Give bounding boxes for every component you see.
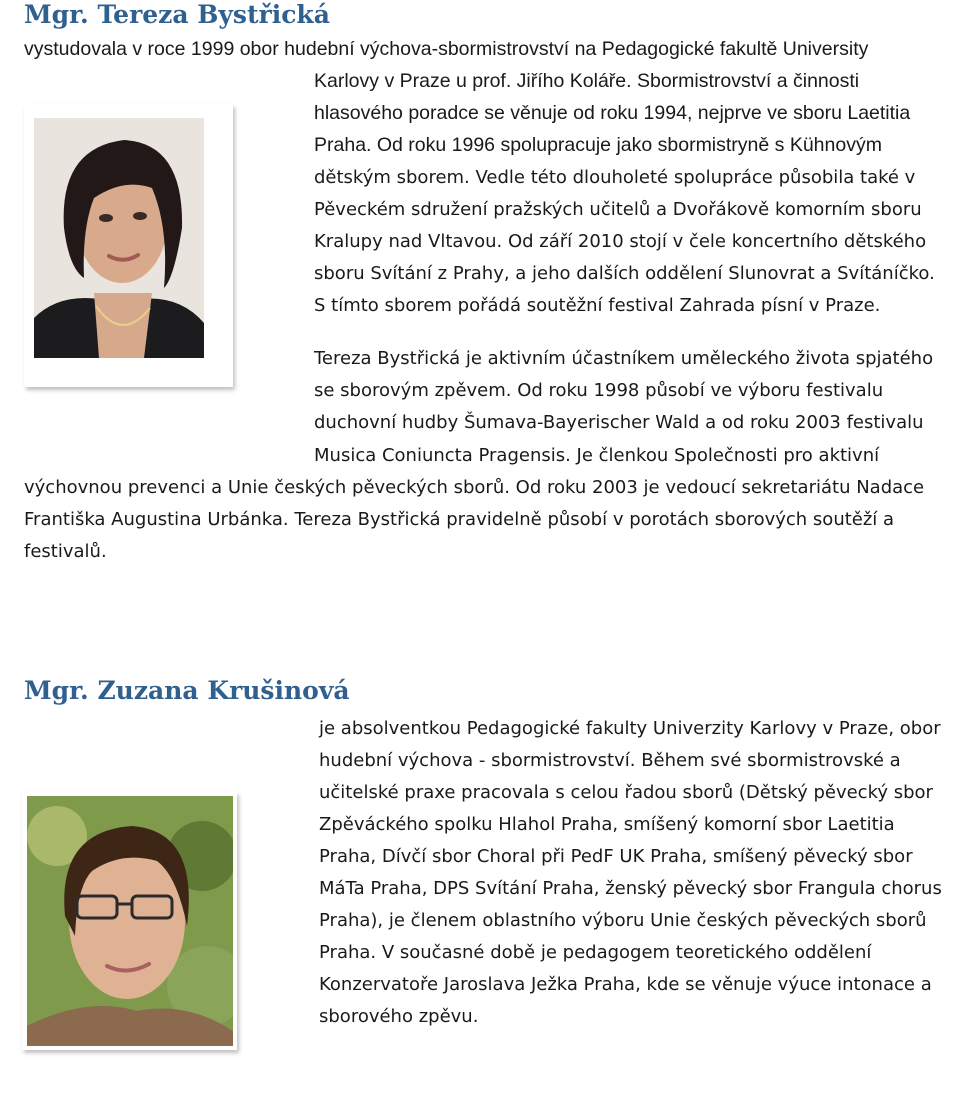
bio1-p2-line-2: se sborovým zpěvem. Od roku 1998 působí ve výboru festivalu <box>314 380 884 401</box>
bio1-p2-line-4: Musica Coniuncta Pragensis. Je členkou Společnosti pro aktivní <box>314 445 880 466</box>
bio2-line-1: je absolventkou Pedagogické fakulty Univerzity Karlovy v Praze, obor <box>319 718 941 739</box>
bio1-p2-line-6: Františka Augustina Urbánka. Tereza Bystřická pravidelně působí v porotách sborových soutěží a <box>24 509 895 530</box>
bio2-line-9: Konzervatoře Jaroslava Ježka Praha, kde se věnuje výuce intonace a <box>319 974 932 995</box>
bio1-p2-line-5: výchovnou prevenci a Unie českých pěveckých sborů. Od roku 2003 je vedoucí sekretariátu Nadace <box>24 477 925 498</box>
person1-name: Mgr. Tereza Bystřická <box>24 0 330 29</box>
bio2-line-8: Praha. V současné době je pedagogem teoretického oddělení <box>319 942 872 963</box>
bio2-line-3: učitelské praxe pracovala s celou řadou sborů (Dětský pěvecký sbor <box>319 782 933 803</box>
bio1-line-3: hlasového poradce se věnuje od roku 1994, nejprve ve sboru Laetitia <box>314 102 911 124</box>
bio1-line-6: Pěveckém sdružení pražských učitelů a Dvořákově komorním sboru <box>314 199 922 220</box>
bio2-line-10: sborového zpěvu. <box>319 1006 479 1027</box>
portrait1-photo <box>34 118 204 358</box>
bio2-line-6: MáTa Praha, DPS Svítání Praha, ženský pěvecký sbor Frangula chorus <box>319 878 942 899</box>
bio1-p2-line-7: festivalů. <box>24 541 107 562</box>
bio1-line-2: Karlovy v Praze u prof. Jiřího Koláře. Sbormistrovství a činnosti <box>314 70 860 92</box>
bio1-line-8: sboru Svítání z Prahy, a jeho dalších oddělení Slunovrat a Svítáníčko. <box>314 263 935 284</box>
bio2-line-4: Zpěváckého spolku Hlahol Praha, smíšený komorní sbor Laetitia <box>319 814 895 835</box>
bio2-line-5: Praha, Dívčí sbor Choral při PedF UK Praha, smíšený pěvecký sbor <box>319 846 913 867</box>
bio1-line-7: Kralupy nad Vltavou. Od září 2010 stojí v čele koncertního dětského <box>314 231 927 252</box>
bio1-line-1: vystudovala v roce 1999 obor hudební výchova-sbormistrovství na Pedagogické fakultě University <box>24 38 869 60</box>
bio1-p2-line-1: Tereza Bystřická je aktivním účastníkem uměleckého života spjatého <box>314 348 934 369</box>
bio1-line-5: dětským sborem. Vedle této dlouholeté spolupráce působila také v <box>314 167 916 188</box>
bio2-line-2: hudební výchova - sbormistrovství. Během své sbormistrovské a <box>319 750 901 771</box>
bio1-line-9: S tímto sborem pořádá soutěžní festival Zahrada písní v Praze. <box>314 295 881 316</box>
portrait2-photo <box>27 796 233 1046</box>
person2-name: Mgr. Zuzana Krušinová <box>24 676 350 705</box>
bio2-line-7: Praha), je členem oblastního výboru Unie českých pěveckých sborů <box>319 910 927 931</box>
bio1-line-4: Praha. Od roku 1996 spolupracuje jako sbormistryně s Kühnovým <box>314 134 882 156</box>
bio1-p2-line-3: duchovní hudby Šumava-Bayerischer Wald a od roku 2003 festivalu <box>314 412 924 433</box>
